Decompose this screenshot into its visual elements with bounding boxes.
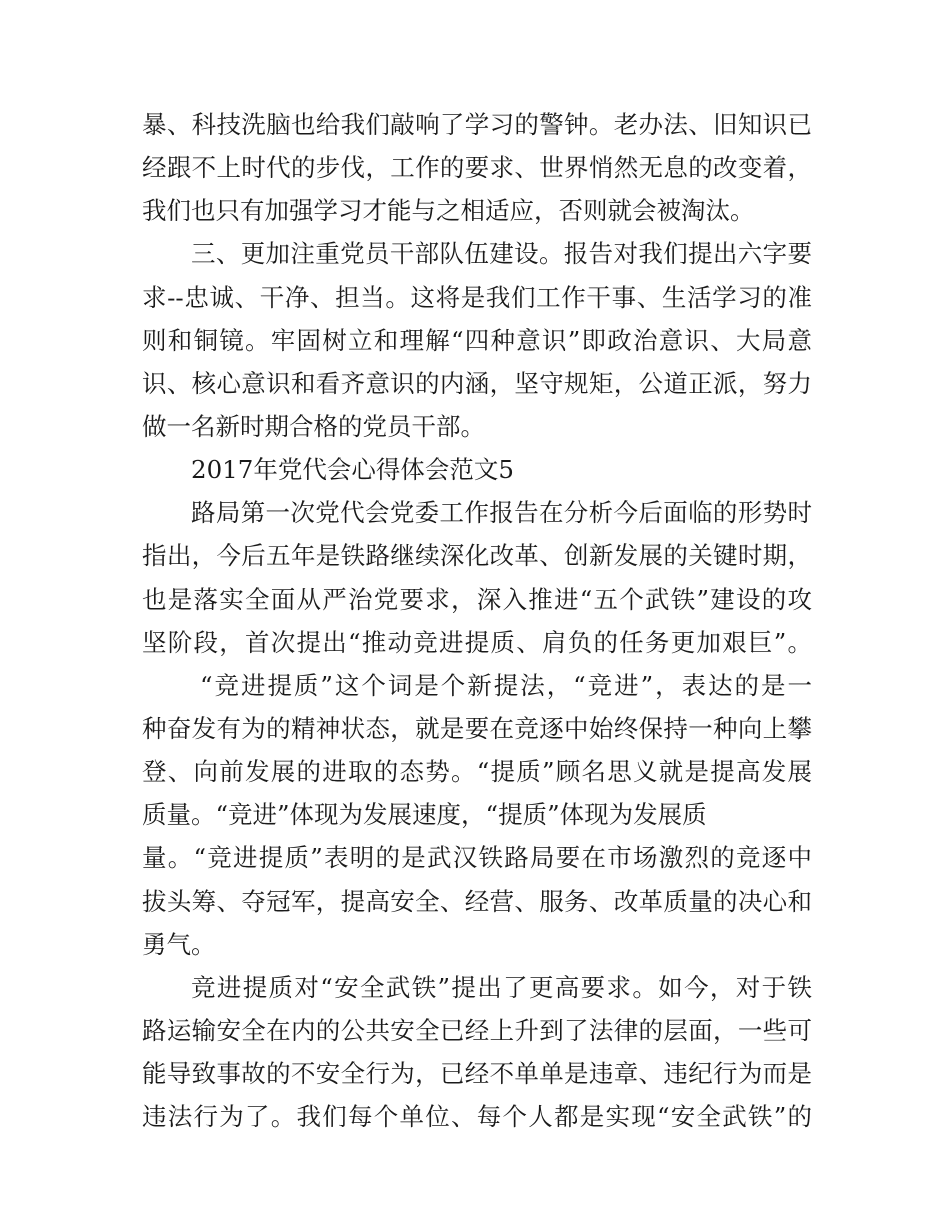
text-line: 求--忠诚、干净、担当。这将是我们工作干事、生活学习的准 [142,282,812,312]
text-line: 做一名新时期合格的党员干部。 [142,411,485,441]
text-line: 质量。“竞进”体现为发展速度，“提质”体现为发展质 [142,800,707,830]
text-line: 登、向前发展的进取的态势。“提质”顾名思义就是提高发展 [142,757,812,787]
text-line: 指出，今后五年是铁路继续深化改革、创新发展的关键时期， [142,541,812,571]
text-line: 能导致事故的不安全行为，已经不单单是违章、违纪行为而是 [142,1059,812,1089]
section-heading: 2017年党代会心得体会范文5 [191,455,514,485]
text-line: 三、更加注重党员干部队伍建设。报告对我们提出六字要 [191,239,812,269]
text-line: 违法行为了。我们每个单位、每个人都是实现“安全武铁”的 [142,1102,812,1132]
text-line: 竞进提质对“安全武铁”提出了更高要求。如今，对于铁 [191,972,812,1002]
text-line: 识、核心意识和看齐意识的内涵，坚守规矩，公道正派，努力 [142,368,812,398]
text-line: 暴、科技洗脑也给我们敲响了学习的警钟。老办法、旧知识已 [142,110,812,139]
text-line: 我们也只有加强学习才能与之相适应，否则就会被淘汰。 [142,196,755,226]
text-line: 也是落实全面从严治党要求，深入推进“五个武铁”建设的攻 [142,584,812,614]
text-line: 种奋发有为的精神状态，就是要在竞逐中始终保持一种向上攀 [142,713,812,743]
text-line: 坚阶段，首次提出“推动竞进提质、肩负的任务更加艰巨”。 [142,627,812,657]
text-line: 量。“竞进提质”表明的是武汉铁路局要在市场激烈的竞逐中 [142,843,812,873]
text-line: “竞进提质”这个词是个新提法，“竞进”，表达的是一 [200,670,812,700]
text-line: 路局第一次党代会党委工作报告在分析今后面临的形势时 [191,498,812,528]
text-line: 则和铜镜。牢固树立和理解“四种意识”即政治意识、大局意 [142,325,812,355]
text-line: 经跟不上时代的步伐，工作的要求、世界悄然无息的改变着， [142,153,812,183]
text-line: 勇气。 [142,929,216,959]
text-line: 拔头筹、夺冠军，提高安全、经营、服务、改革质量的决心和 [142,886,812,916]
text-line: 路运输安全在内的公共安全已经上升到了法律的层面，一些可 [142,1015,812,1045]
document-body [142,103,812,1138]
